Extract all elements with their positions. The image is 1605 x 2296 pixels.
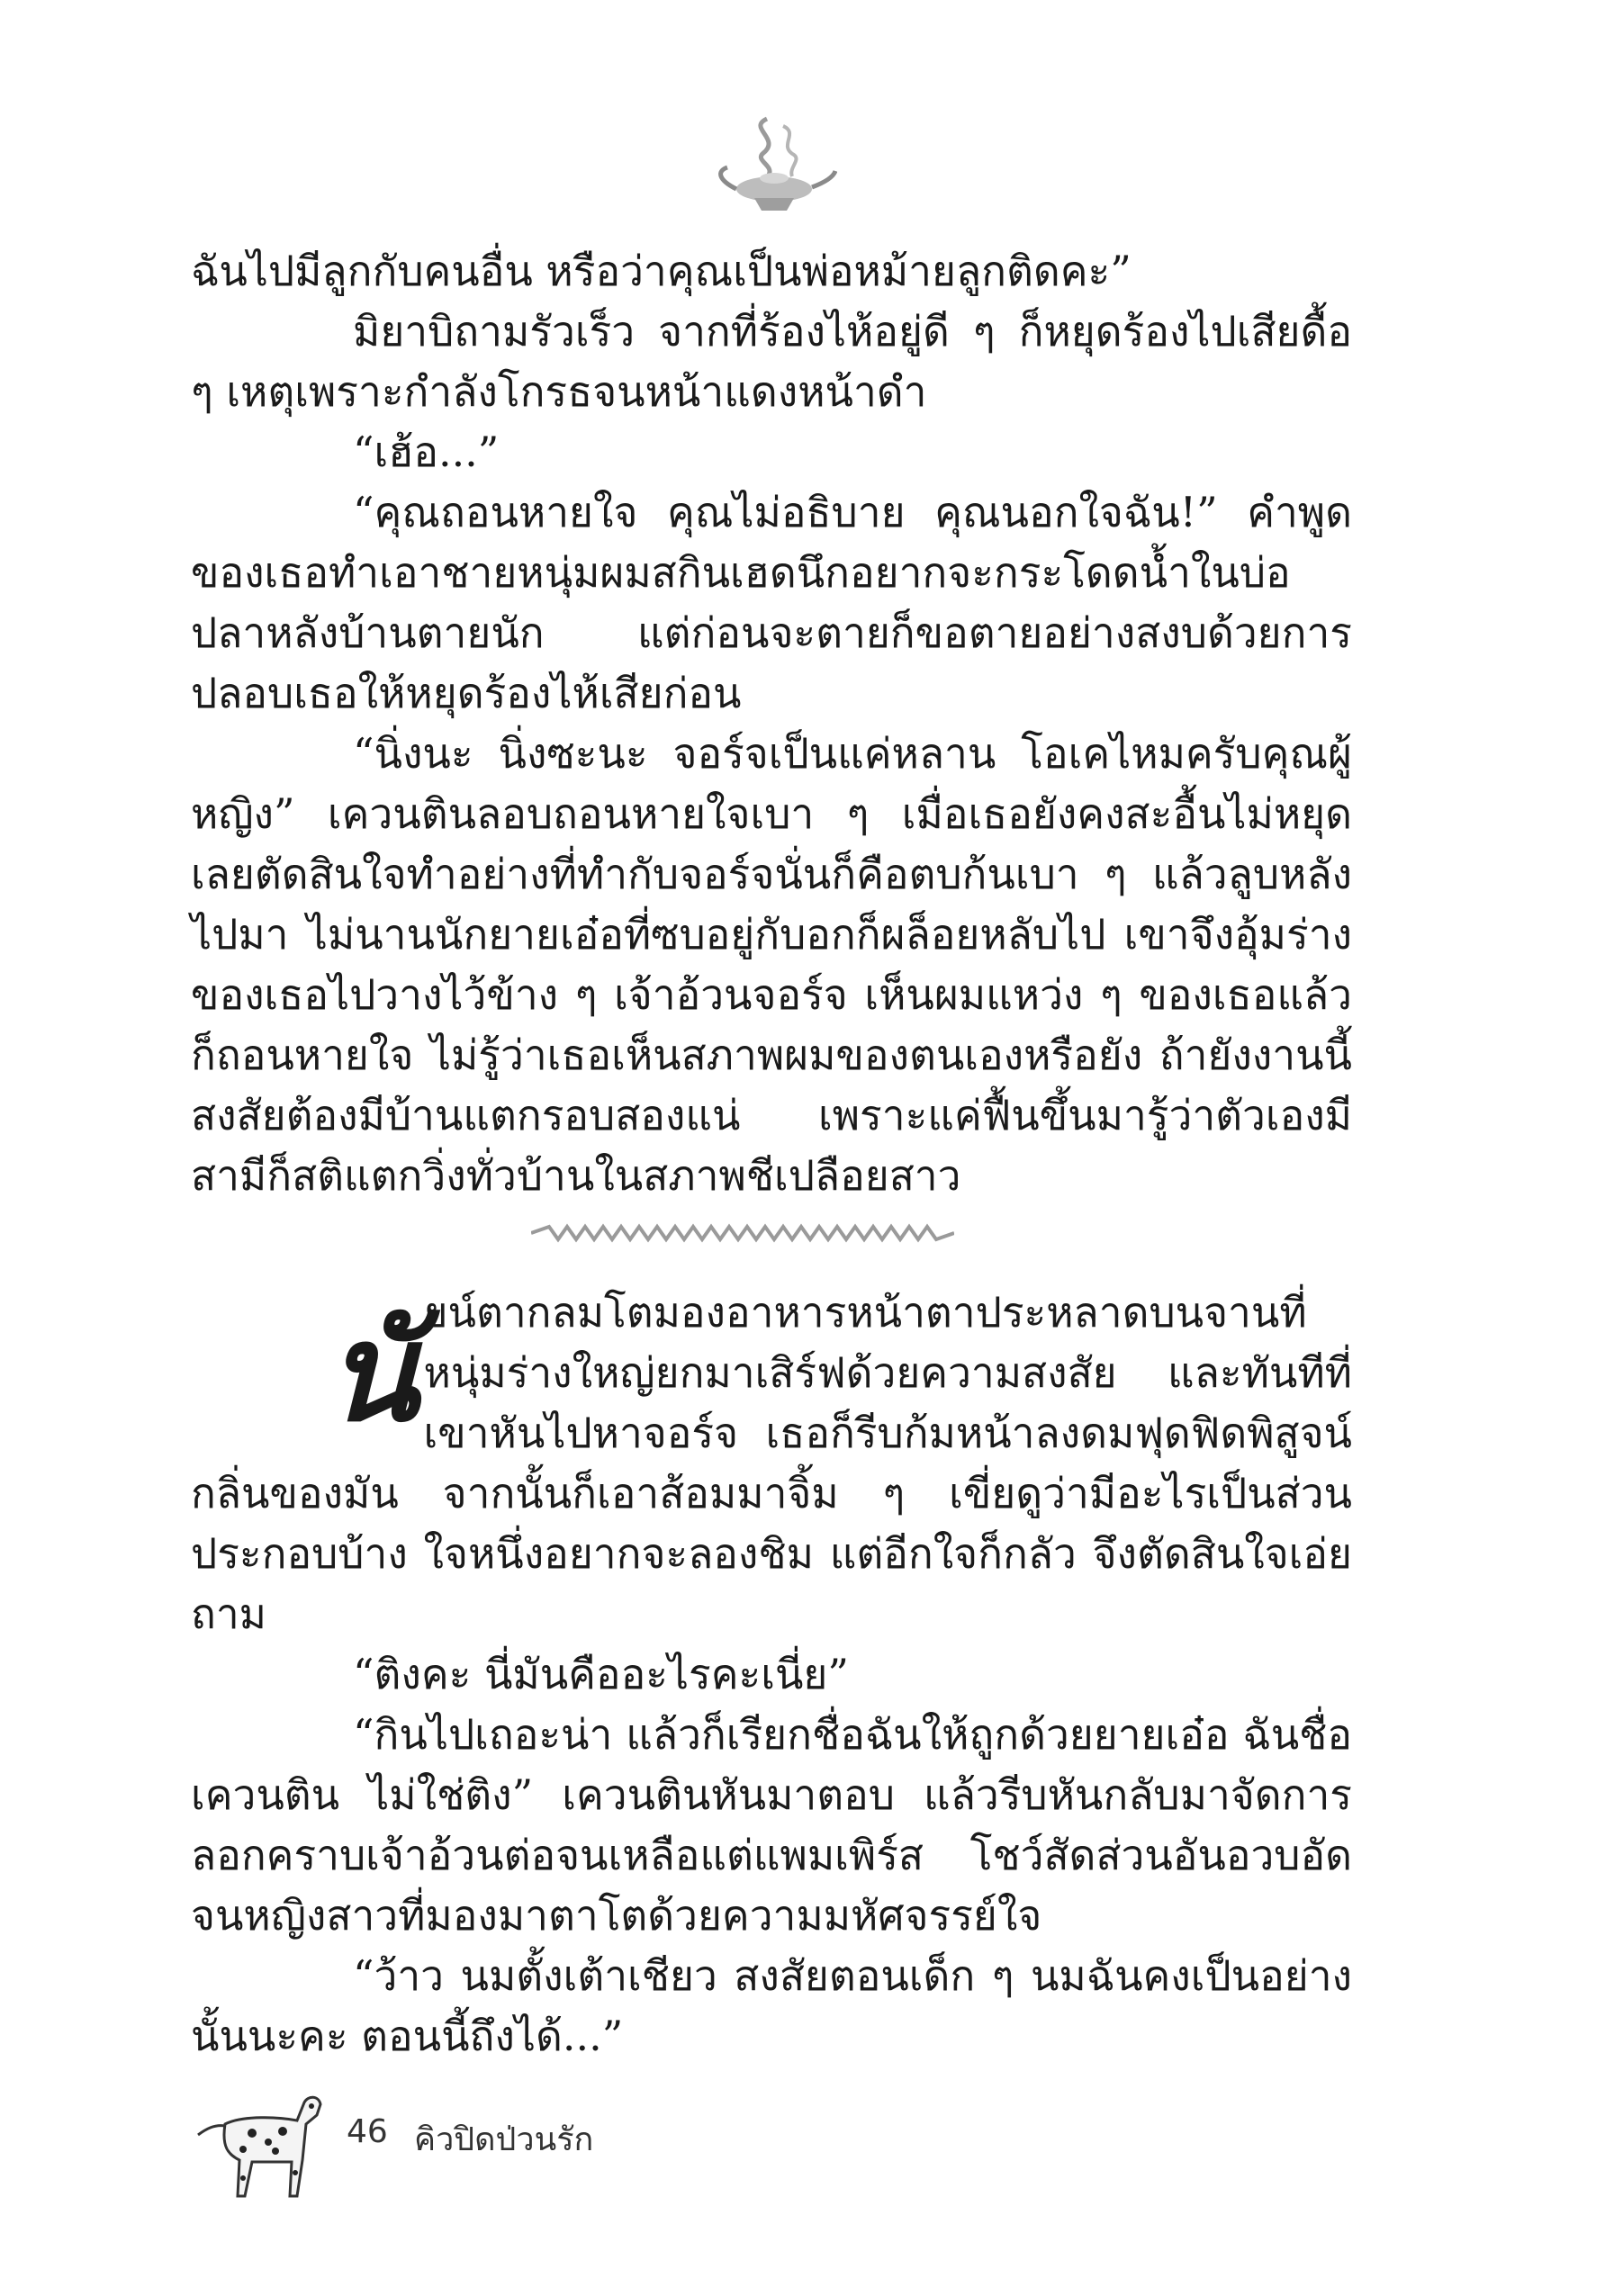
paragraph: “คุณถอนหายใจ คุณไม่อธิบาย คุณนอกใจฉัน!” คำพูดของเธอทำเอาชายหนุ่มผมสกินเฮดนึกอยากจะกระโดดน้ำในบ่อปลาหลังบ้านตายนัก แต่ก่อนจะตายก็ขอตายอย่างสงบด้วยการปลอบเธอให้หยุดร้องไห้เสียก่อน: [191, 488, 1352, 717]
paragraph: [191, 1220, 1352, 1644]
paragraph: “เฮ้อ...”: [353, 428, 500, 476]
paragraph: ฉันไปมีลูกกับคนอื่น หรือว่าคุณเป็นพ่อหม้ายลูกติดคะ”: [191, 247, 1132, 295]
paragraph: “นิ่งนะ นิ่งซะนะ จอร์จเป็นแค่หลาน โอเคไหมครับคุณผู้หญิง” เควนตินลอบถอนหายใจเบา ๆ เมื่อเธอยังคงสะอื้นไม่หยุด เลยตัดสินใจทำอย่างที่ทำกับจอร์จนั่นก็คือตบก้นเบา ๆ แล้วลูบหลังไปมา ไม่นานนักยายเอ๋อที่ซบอยู่กับอกก็ผล็อยหลับไป เขาจึงอุ้มร่างของเธอไปวางไว้ข้าง ๆ เจ้าอ้วนจอร์จ เห็นผมแหว่ง ๆ ของเธอแล้วก็ถอนหายใจ ไม่รู้ว่าเธอเห็นสภาพผมของตนเองหรือยัง ถ้ายังงานนี้สงสัยต้องมีบ้านแตกรอบสองแน่ เพราะแค่ฟื้นขึ้นมารู้ว่าตัวเองมีสามีก็สติแตกวิ่งทั่วบ้านในสภาพชีเปลือยสาว: [191, 729, 1352, 1200]
page-footer: [189, 2061, 729, 2205]
paragraph: “ติงคะ นี่มันคืออะไรคะเนี่ย”: [353, 1650, 849, 1698]
book-title: คิวปิดป่วนรัก: [414, 2121, 594, 2158]
genie-lamp-icon: [711, 101, 837, 227]
lead-text: ยน์ตากลมโตมองอาหารหน้าตาประหลาดบนจานที่หนุ่มร่างใหญ่ยกมาเสิร์ฟด้วยความสงสัย และทันทีที่เขาหันไปหาจอร์จ เธอก็รีบก้มหน้าลงดมฟุดฟิดพิสูจน์กลิ่นของมัน จากนั้นก็เอาส้อมมาจิ้ม ๆ เขี่ยดูว่ามีอะไรเป็นส่วนประกอบบ้าง ใจหนึ่งอยากจะลองชิม แต่อีกใจก็กลัว จึงตัดสินใจเอ่ยถาม: [191, 1288, 1352, 1638]
paragraph: มิยาบิถามรัวเร็ว จากที่ร้องไห้อยู่ดี ๆ ก็หยุดร้องไปเสียดื้อ ๆ เหตุเพราะกำลังโกรธจนหน้าแดงหน้าดำ: [191, 307, 1352, 416]
page-number: 46: [347, 2113, 388, 2150]
paragraph: “ว้าว นมตั้งเต้าเชียว สงสัยตอนเด็ก ๆ นมฉันคงเป็นอย่างนั้นนะคะ ตอนนี้ถึงได้...”: [191, 1951, 1352, 2060]
dalmatian-dog-icon: [189, 2061, 333, 2205]
body-section-1: [191, 241, 1352, 1206]
paragraph: “กินไปเถอะน่า แล้วก็เรียกชื่อฉันให้ถูกด้วยยายเอ๋อ ฉันชื่อเควนติน ไม่ใช่ติง” เควนตินหันมาตอบ แล้วรีบหันกลับมาจัดการลอกคราบเจ้าอ้วนต่อจนเหลือแต่แพมเพิร์ส โชว์สัดส่วนอันอวบอัดจนหญิงสาวที่มองมาตาโตด้วยความมหัศจรรย์ใจ: [191, 1710, 1352, 1940]
drop-cap: นั: [326, 1293, 419, 1452]
body-section-2: [191, 1220, 1352, 2066]
